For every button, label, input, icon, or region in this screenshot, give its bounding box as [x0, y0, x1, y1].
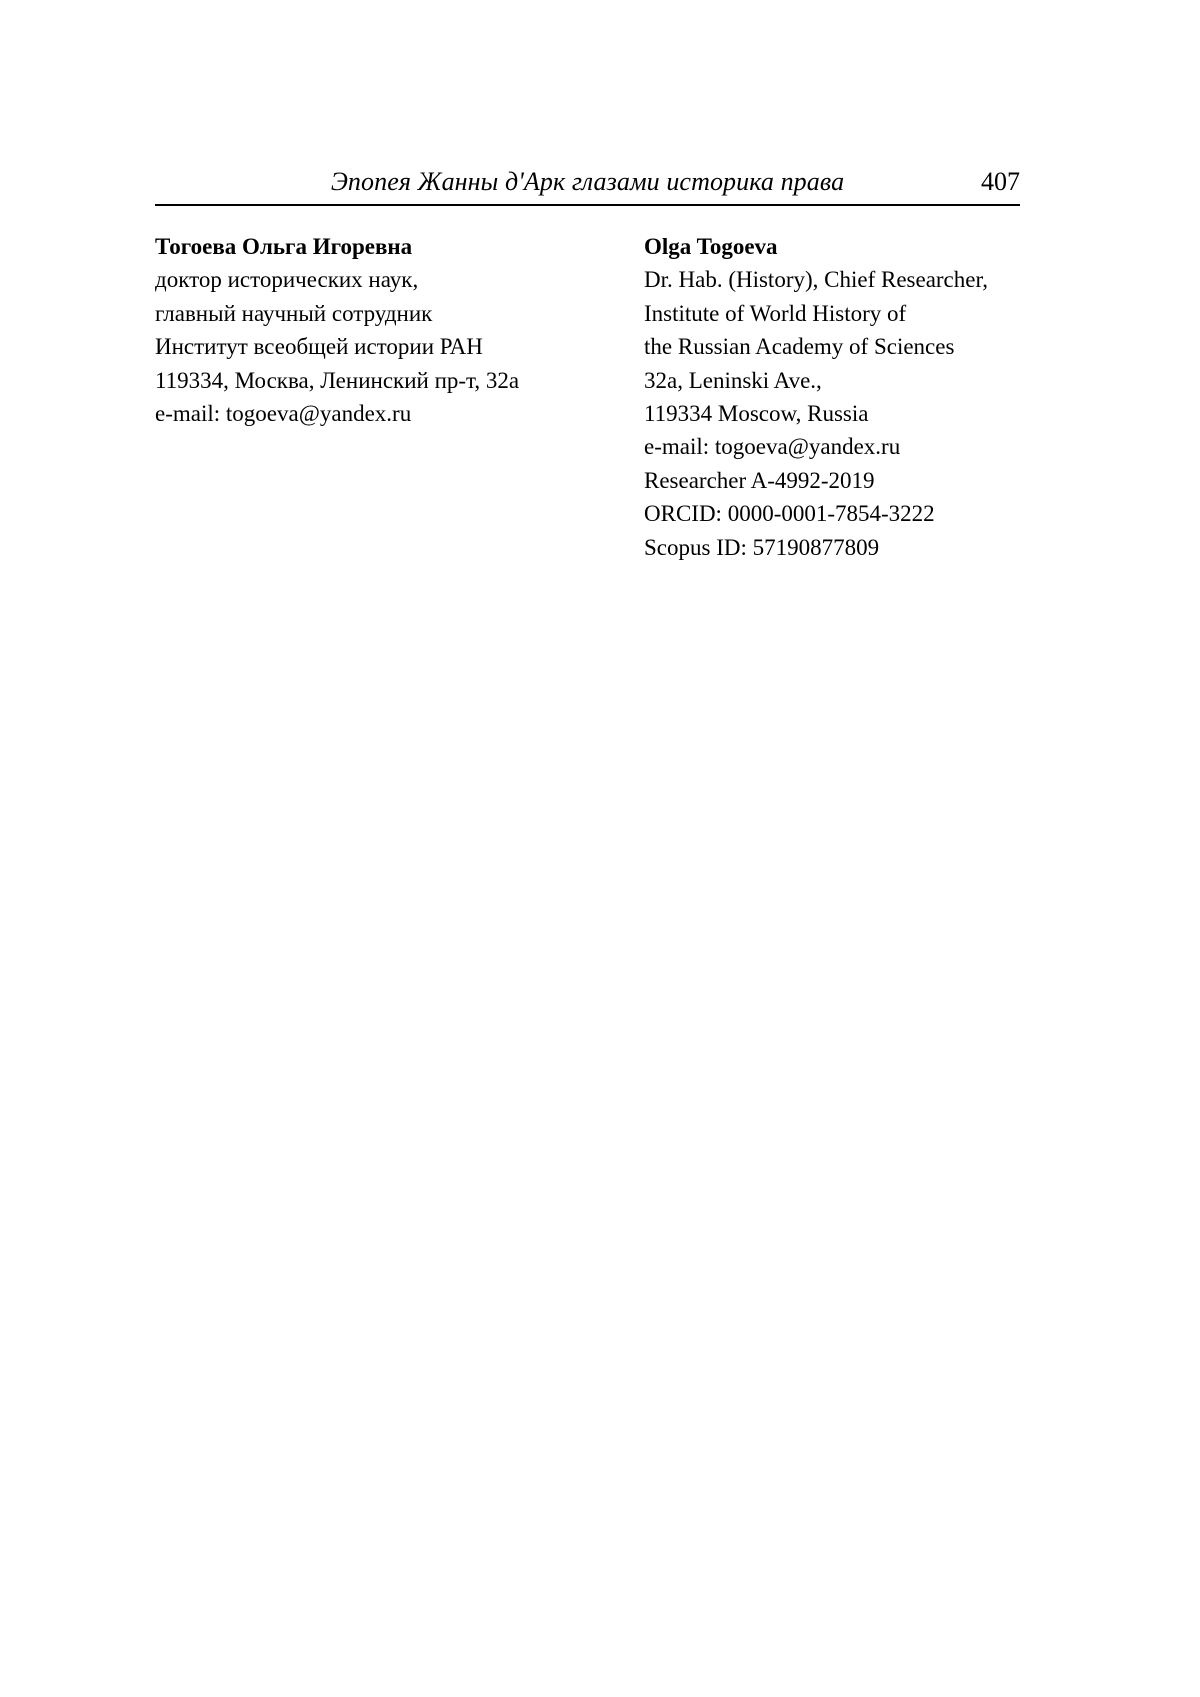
author-info-english	[644, 230, 1034, 564]
email-en: e-mail: togoeva@yandex.ru	[644, 434, 901, 460]
institution-ru: Институт всеобщей истории РАН	[155, 334, 483, 360]
running-title: Эпопея Жанны д'Арк глазами историка права	[330, 167, 845, 196]
street-address-en: 32a, Leninski Ave.,	[644, 367, 822, 393]
city-address-en: 119334 Moscow, Russia	[644, 401, 869, 427]
scopus-id: Scopus ID: 57190877809	[644, 534, 880, 560]
academic-degree-ru: доктор исторических наук,	[155, 267, 419, 293]
author-name-en: Olga Togoeva	[644, 234, 778, 259]
running-header	[155, 164, 1020, 206]
author-name-ru: Тогоева Ольга Игоревна	[155, 234, 413, 259]
degree-position-en: Dr. Hab. (History), Chief Researcher,	[644, 267, 988, 293]
page-number: 407	[981, 167, 1020, 196]
institution-line-1-en: Institute of World History of	[644, 300, 907, 326]
position-ru: главный научный сотрудник	[155, 300, 433, 326]
institution-line-2-en: the Russian Academy of Sciences	[644, 334, 955, 360]
email-ru: e-mail: togoeva@yandex.ru	[155, 401, 412, 427]
orcid-id: ORCID: 0000-0001-7854-3222	[644, 501, 935, 527]
address-ru: 119334, Москва, Ленинский пр-т, 32а	[155, 367, 520, 393]
researcher-id: Researcher A-4992-2019	[644, 467, 875, 493]
author-info-russian	[155, 230, 595, 430]
